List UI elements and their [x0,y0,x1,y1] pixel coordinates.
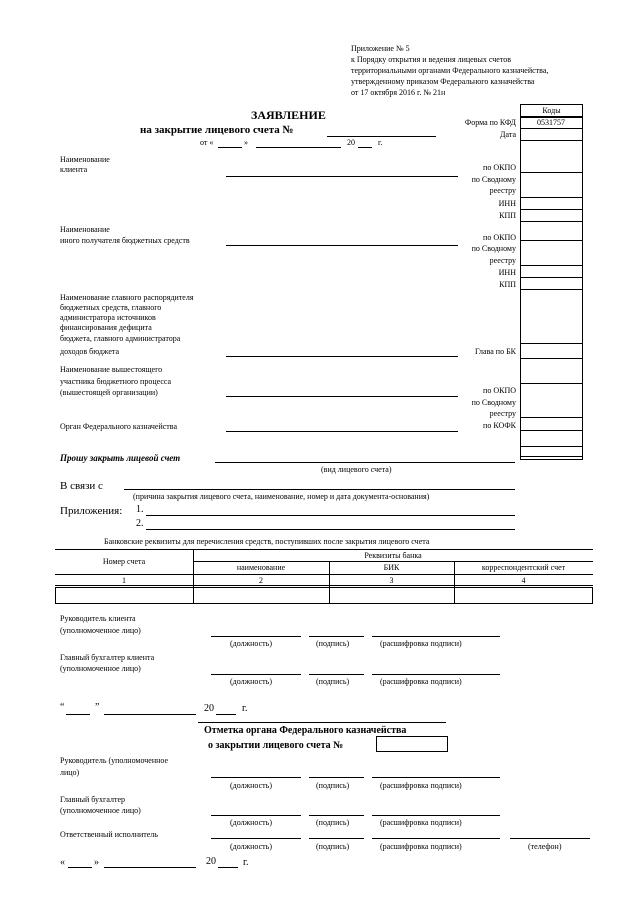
col-num-2: 2 [259,576,263,585]
date3-open: « [60,857,65,868]
acc-signature-line[interactable] [309,674,364,675]
tmark-acc-label-2: (уполномоченное лицо) [60,806,141,815]
other-inn: ИНН [498,268,516,277]
header-line-4: утвержденному приказом Федерального казначейства [351,77,535,86]
treasury-mark-title-1: Отметка органа Федерального казначейства [204,725,407,736]
reason-label: В связи с [60,480,103,492]
reason-caption: (причина закрытия лицевого счета, наименование, номер и дата документа-основания) [133,492,430,501]
col-bik: БИК [383,563,400,572]
attachment-2-line[interactable] [146,529,515,530]
client-svod-1: по Сводному [471,175,516,184]
exec-phone-line[interactable] [510,838,590,839]
client-kpp: КПП [499,211,516,220]
manager-label-3: администратора источников [60,313,156,322]
acc-label-1: Главный бухгалтер клиента [60,653,155,662]
date-code-label: Дата [500,130,516,139]
head-signature-line[interactable] [309,636,364,637]
reason-line[interactable] [124,489,515,490]
higher-name-line[interactable] [226,396,458,397]
head-position-caption: (должность) [230,639,272,648]
date-quote-open: “ [60,702,65,713]
client-svod-2: реестру [489,186,516,195]
attachments-label: Приложения: [60,505,123,517]
date-year: 20 [347,138,355,147]
higher-svod-2: реестру [489,409,516,418]
attachment-1-line[interactable] [146,515,515,516]
col-num-1: 1 [122,576,126,585]
date3-year-line[interactable] [218,867,238,868]
tmark-acc-decoding-caption: (расшифровка подписи) [380,818,462,827]
date3-month-line[interactable] [104,867,196,868]
date3-day-line[interactable] [68,867,92,868]
acc-position-caption: (должность) [230,677,272,686]
acc-signature-caption: (подпись) [316,677,350,686]
form-code-value: 0531757 [537,118,565,127]
tmark-acc-signature-line[interactable] [309,815,364,816]
head-signature-caption: (подпись) [316,639,350,648]
page-subtitle: на закрытие лицевого счета № [140,124,294,136]
manager-label-2: бюджетных средств, главного [60,303,162,312]
header-line-1: Приложение № 5 [351,44,410,53]
treasury-name-line[interactable] [226,431,458,432]
acc-label-2: (уполномоченное лицо) [60,664,141,673]
higher-svod-1: по Сводному [471,398,516,407]
exec-decoding-caption: (расшифровка подписи) [380,842,462,851]
higher-label-2: участника бюджетного процесса [60,377,172,386]
other-label-2: иного получателя бюджетных средств [60,236,190,245]
client-label-1: Наименование [60,155,110,164]
other-svod-2: реестру [489,256,516,265]
date-day-line[interactable] [218,147,242,148]
tmark-head-signature-caption: (подпись) [316,781,350,790]
date2-month-line[interactable] [104,714,196,715]
date2-suffix: г. [242,703,248,714]
date-year-line[interactable] [358,147,372,148]
col-num-4: 4 [521,576,526,585]
exec-phone-caption: (телефон) [528,842,562,851]
tmark-acc-position-caption: (должность) [230,818,272,827]
col-corr: корреспондентский счет [481,563,566,572]
head-position-line[interactable] [211,636,301,637]
client-okpo: по ОКПО [483,163,516,172]
tmark-head-label-2: лицо) [60,768,80,777]
header-line-5: от 17 октября 2016 г. № 21н [351,88,446,97]
date3-close: » [94,857,99,868]
codes-header: Коды [542,106,561,115]
header-line-3: территориальными органами Федерального казначейства, [351,66,549,75]
header-line-2: к Порядку открытия и ведения лицевых счетов [351,55,512,64]
tmark-head-signature-line[interactable] [309,777,364,778]
tmark-acc-signature-caption: (подпись) [316,818,350,827]
exec-signature-caption: (подпись) [316,842,350,851]
treasury-mark-divider [198,722,446,723]
tmark-acc-decoding-line[interactable] [372,815,500,816]
manager-label-5: бюджета, главного администратора [60,334,181,343]
bank-data-row[interactable] [55,587,593,604]
exec-position-line[interactable] [211,838,301,839]
head-label-2: (уполномоченное лицо) [60,626,141,635]
tmark-acc-position-line[interactable] [211,815,301,816]
exec-decoding-line[interactable] [372,838,500,839]
client-label-2: клиента [60,165,88,174]
account-type-line[interactable] [215,462,515,463]
tmark-head-label-1: Руководитель (уполномоченное [60,756,169,765]
page-title: ЗАЯВЛЕНИЕ [251,108,326,122]
other-label-1: Наименование [60,225,110,234]
exec-signature-line[interactable] [309,838,364,839]
manager-label-6: доходов бюджета [60,347,120,356]
client-inn: ИНН [498,199,516,208]
date3-suffix: г. [243,857,249,868]
attachment-2-num: 2. [136,518,144,529]
col-account: Номер счета [102,557,146,566]
date2-year: 20 [204,703,214,714]
bank-title: Банковские реквизиты для перечисления средств, поступивших после закрытия лицевого счета [104,537,430,546]
acc-decoding-caption: (расшифровка подписи) [380,677,462,686]
tmark-head-position-caption: (должность) [230,781,272,790]
date-mid: » [244,138,248,147]
head-label-1: Руководитель клиента [60,614,136,623]
tmark-head-decoding-caption: (расшифровка подписи) [380,781,462,790]
manager-label-1: Наименование главного распорядителя [60,293,194,302]
closure-number-box[interactable] [376,736,448,752]
account-type-caption: (вид лицевого счета) [321,465,392,474]
head-decoding-caption: (расшифровка подписи) [380,639,462,648]
date2-year-line[interactable] [216,714,236,715]
higher-label-3: (вышестоящей организации) [60,388,158,397]
head-decoding-line[interactable] [372,636,500,637]
acc-position-line[interactable] [211,674,301,675]
codes-header-cell [520,104,583,117]
date-prefix: от « [200,138,214,147]
exec-position-caption: (должность) [230,842,272,851]
other-kpp: КПП [499,280,516,289]
manager-label-4: финансирования дефицита [60,323,152,332]
attachment-1-num: 1. [136,504,144,515]
higher-okpo: по ОКПО [483,386,516,395]
manager-code-label: Глава по БК [475,347,516,356]
date-suffix: г. [378,138,383,147]
treasury-label: Орган Федерального казначейства [60,422,178,431]
codes-column [520,117,583,457]
date2-day-line[interactable] [66,714,90,715]
other-okpo: по ОКПО [483,233,516,242]
tmark-head-position-line[interactable] [211,777,301,778]
col-bank-group: Реквизиты банка [364,551,422,560]
higher-label-1: Наименование вышестоящего [60,365,163,374]
account-type-code-box[interactable] [520,446,583,460]
request-text: Прошу закрыть лицевой счет [60,453,181,463]
date3-year: 20 [206,856,216,867]
treasury-code-label: по КОФК [483,421,516,430]
other-svod-1: по Сводному [471,244,516,253]
form-code-label: Форма по КФД [464,118,516,127]
col-name: наименование [236,563,286,572]
tmark-head-decoding-line[interactable] [372,777,500,778]
treasury-mark-title-2: о закрытии лицевого счета № [208,740,344,751]
col-num-3: 3 [389,576,394,585]
executor-label: Ответственный исполнитель [60,830,158,839]
date-quote-close: ” [95,702,100,713]
date-month-line[interactable] [256,147,341,148]
acc-decoding-line[interactable] [372,674,500,675]
tmark-acc-label-1: Главный бухгалтер [60,795,125,804]
